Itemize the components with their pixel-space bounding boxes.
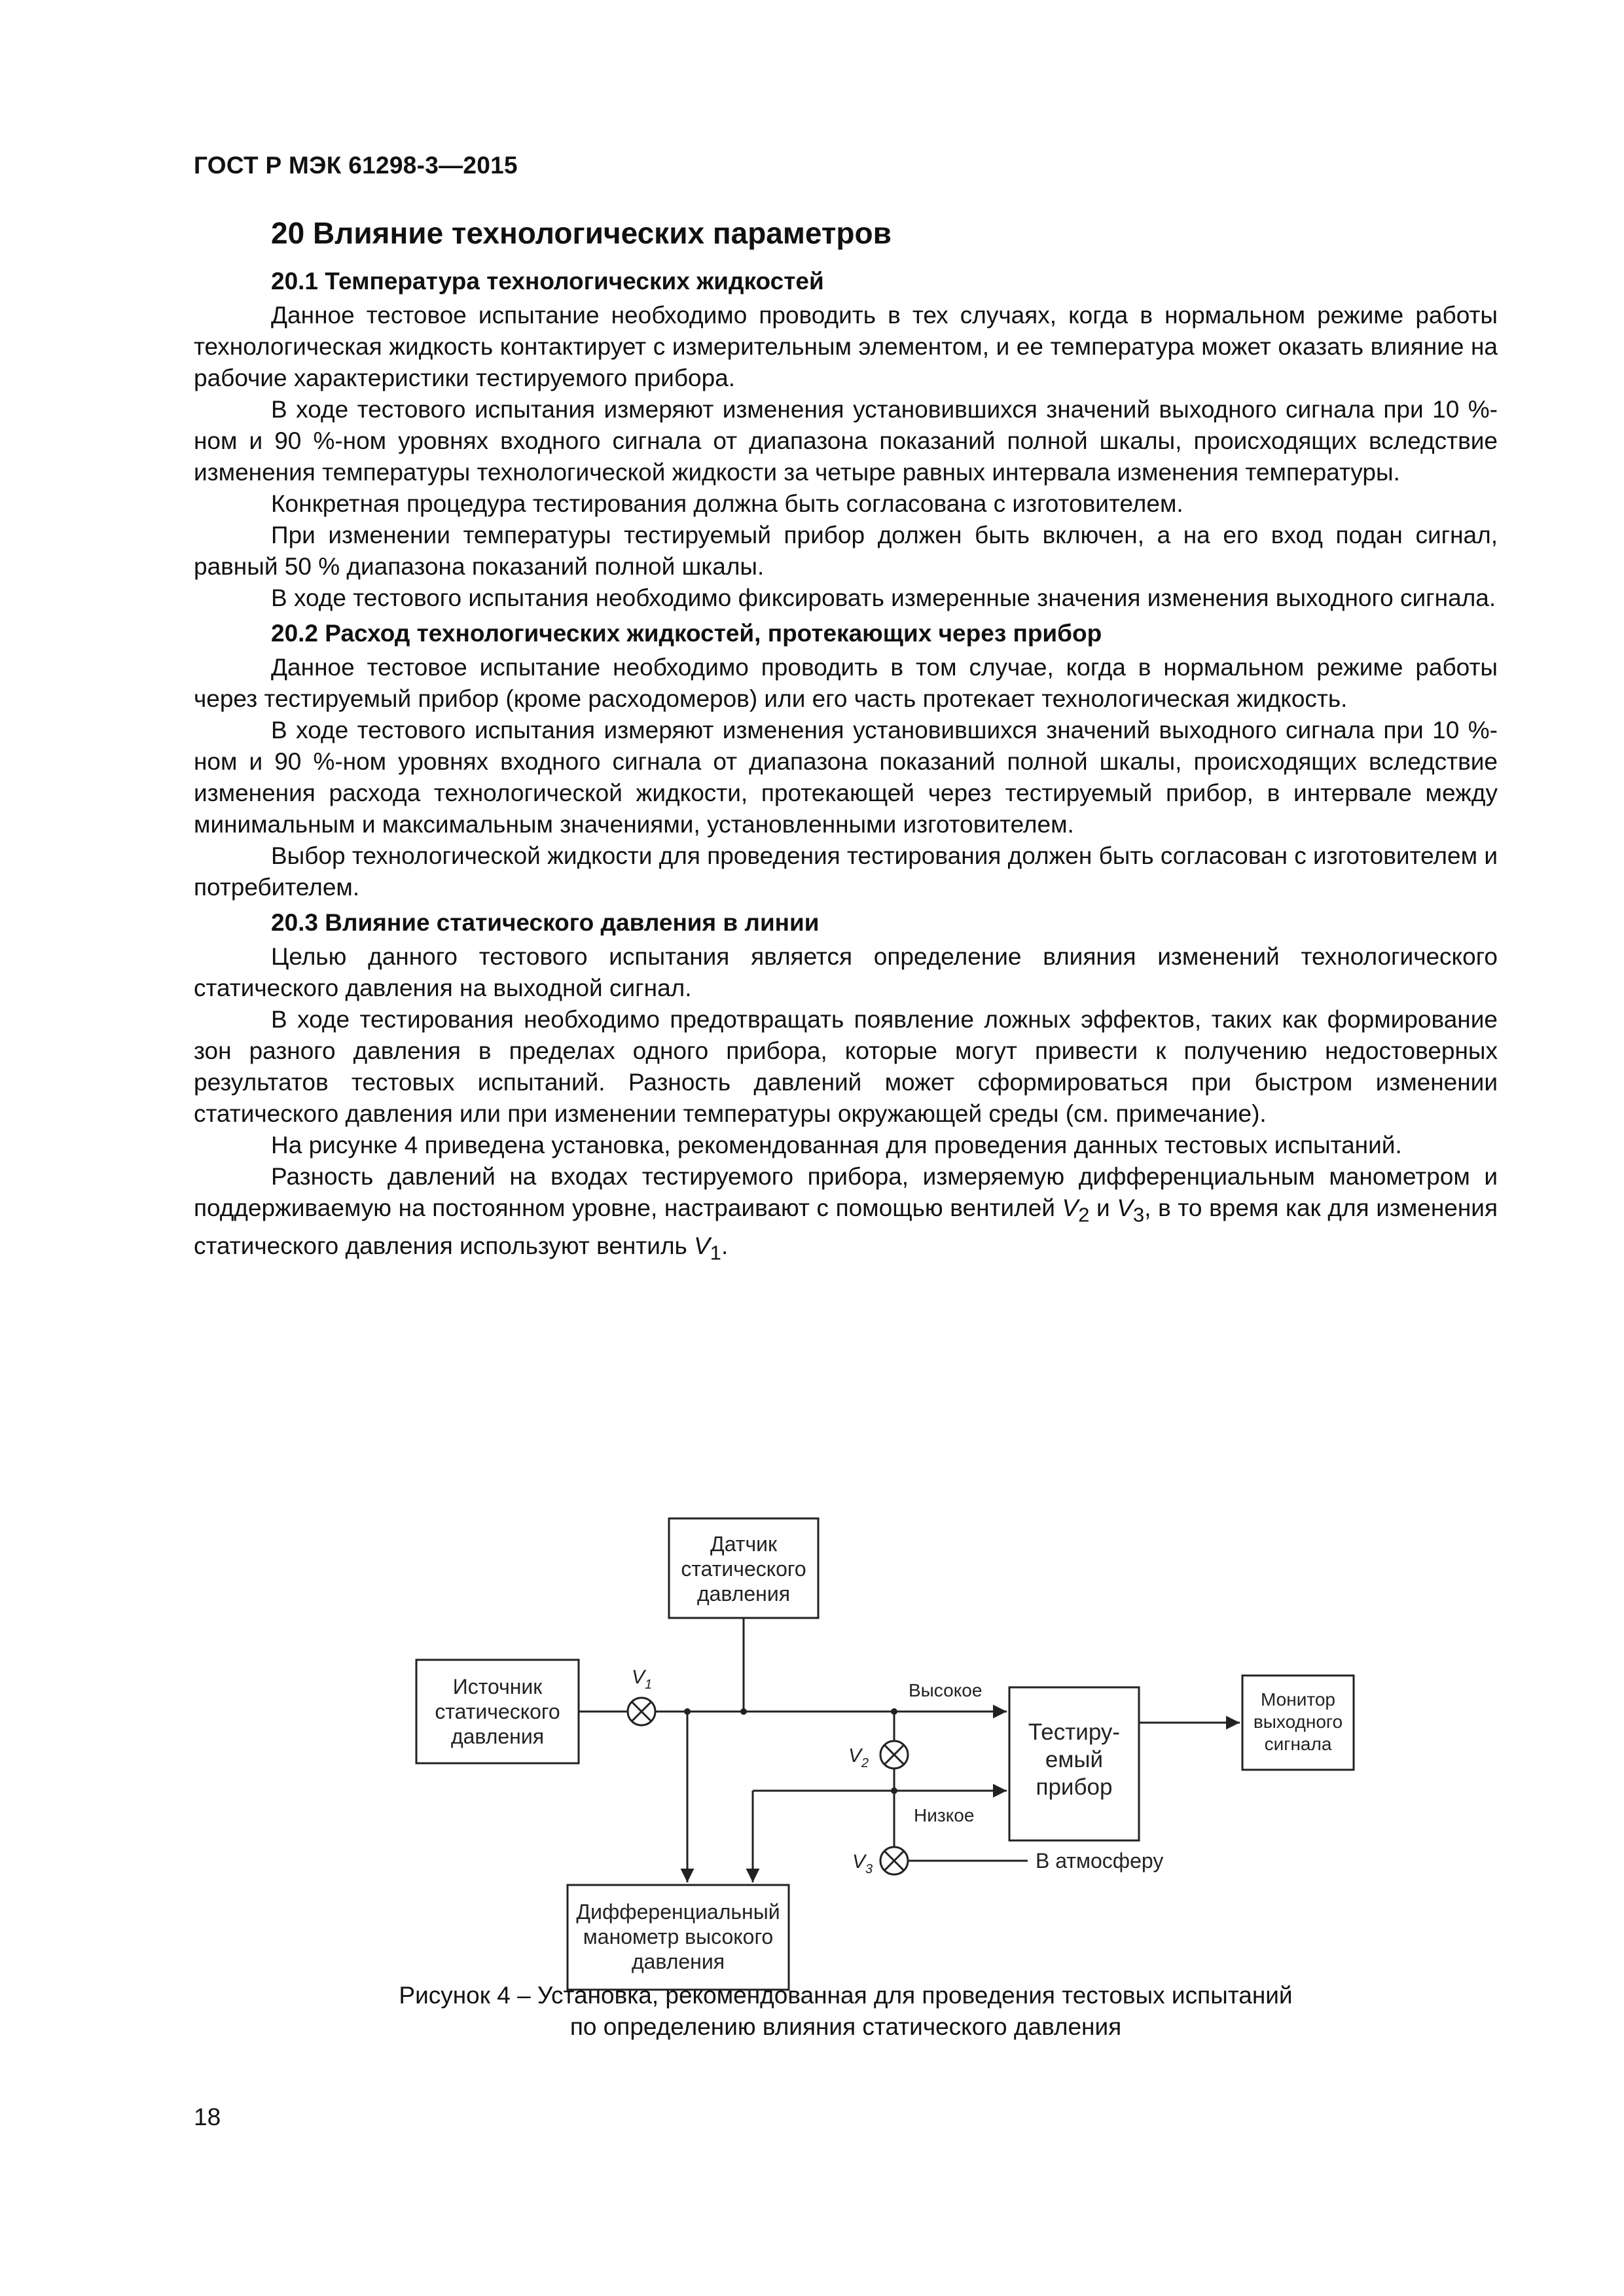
box-label: Монитор xyxy=(1261,1689,1335,1710)
valve-v2-icon xyxy=(880,1741,908,1768)
box-label: давления xyxy=(631,1950,725,1973)
valve-index: 2 xyxy=(1078,1203,1090,1227)
paragraph: Конкретная процедура тестирования должна быть согласована с изготовителем. xyxy=(271,490,1183,517)
paragraph-valves xyxy=(194,1161,1498,1269)
box-label: статического xyxy=(435,1700,560,1723)
valve-v1-label: $V_1$ xyxy=(632,1666,653,1692)
subsection-title: 20.3 Влияние статического давления в линии xyxy=(271,909,820,936)
box-label: Источник xyxy=(452,1675,543,1698)
valve-symbol: V xyxy=(1062,1194,1079,1221)
high-pressure-label: Высокое xyxy=(909,1680,983,1700)
paragraph-text: и xyxy=(1089,1194,1117,1221)
output-signal-monitor-box xyxy=(1242,1676,1354,1770)
paragraph-text: , в то время как для изменения статического давления используют вентиль xyxy=(194,1194,1498,1260)
valve-index: 3 xyxy=(1133,1203,1145,1227)
box-label: Датчик xyxy=(710,1532,777,1556)
junction-dot xyxy=(891,1787,897,1794)
box-label: Тестиру- xyxy=(1028,1719,1121,1745)
box-label: статического xyxy=(681,1557,806,1581)
junction-dot xyxy=(684,1708,691,1715)
body-text xyxy=(194,211,1498,1269)
paragraph: При изменении температуры тестируемый прибор должен быть включен, а на его вход подан сигнал, равный 50 % диапазона показаний полной шкалы. xyxy=(194,522,1498,580)
low-pressure-label: Низкое xyxy=(914,1805,975,1825)
paragraph: В ходе тестового испытания измеряют изменения установившихся значений выходного сигнала при 10 %-ном и 90 %-ном уровнях входного сигнала от диапазона показаний полной шкалы, происходящих вследствие изменения расхода технологической жидкости, протекающей через тестируемый прибор, в интервале между минимальным и максимальным значениями, установленными изготовителем. xyxy=(194,717,1498,838)
paragraph: Выбор технологической жидкости для проведения тестирования должен быть согласован с изготовителем и потребителем. xyxy=(194,842,1498,901)
valve-v3-icon xyxy=(880,1847,908,1874)
box-label: давления xyxy=(696,1582,791,1605)
page-number: 18 xyxy=(194,2104,221,2130)
paragraph: Данное тестовое испытание необходимо проводить в том случае, когда в нормальном режиме работы через тестируемый прибор (кроме расходомеров) или его часть протекает технологическая жидкость. xyxy=(194,654,1498,712)
device-under-test-box xyxy=(1009,1687,1139,1840)
valve-v3-label: $V_3$ xyxy=(852,1851,873,1876)
box-label: давления xyxy=(450,1725,545,1748)
junction-dot xyxy=(891,1708,897,1715)
valve-symbol: V xyxy=(1117,1194,1134,1221)
atmosphere-label: В атмосферу xyxy=(1036,1849,1164,1873)
static-pressure-source-box xyxy=(416,1660,579,1763)
box-label: сигнала xyxy=(1264,1734,1332,1754)
valve-index: 1 xyxy=(710,1241,721,1265)
paragraph: В ходе тестового испытания необходимо фиксировать измеренные значения изменения выходного сигнала. xyxy=(271,584,1496,611)
paragraph: На рисунке 4 приведена установка, рекомендованная для проведения данных тестовых испытаний. xyxy=(271,1132,1402,1158)
paragraph-text: . xyxy=(721,1232,729,1260)
box-label: манометр высокого xyxy=(583,1925,774,1948)
paragraph: Данное тестовое испытание необходимо проводить в тех случаях, когда в нормальном режиме работы технологическая жидкость контактирует с измерительным элементом, и ее температура может оказать влияние на рабочие характеристики тестируемого прибора. xyxy=(194,302,1498,391)
paragraph: В ходе тестового испытания измеряют изменения установившихся значений выходного сигнала при 10 %-ном и 90 %-ном уровнях входного сигнала от диапазона показаний полной шкалы, происходящих вследствие изменения температуры технологической жидкости за четыре равных интервала изменения температуры. xyxy=(194,396,1498,486)
pipe-lines xyxy=(579,1618,1240,1882)
caption-line: Рисунок 4 – Установка, рекомендованная для проведения тестовых испытаний xyxy=(399,1982,1293,2009)
box-label: прибор xyxy=(1036,1774,1113,1800)
subsection-title: 20.1 Температура технологических жидкостей xyxy=(271,268,824,295)
valve-symbol: V xyxy=(694,1232,710,1260)
box-label: емый xyxy=(1045,1747,1104,1772)
junction-dot xyxy=(740,1708,747,1715)
paragraph: Целью данного тестового испытания является определение влияния изменений технологического статического давления на выходной сигнал. xyxy=(194,943,1498,1001)
static-pressure-sensor-box xyxy=(669,1518,818,1618)
subsection-title: 20.2 Расход технологических жидкостей, протекающих через прибор xyxy=(271,620,1102,647)
differential-manometer-box xyxy=(568,1885,789,1990)
box-label: Дифференциальный xyxy=(576,1900,780,1924)
box-label: выходного xyxy=(1253,1712,1343,1732)
paragraph: В ходе тестирования необходимо предотвращать появление ложных эффектов, таких как формирование зон разного давления в пределах одного прибора, которые могут привести к получению недостоверных результатов тестовых испытаний. Разность давлений может сформироваться при быстром изменении статического давления или при изменении температуры окружающей среды (см. примечание). xyxy=(194,1006,1498,1127)
valve-v2-label: $V_2$ xyxy=(848,1745,869,1770)
figure-caption xyxy=(194,1980,1498,2043)
paragraph-text: Разность давлений на входах тестируемого прибора, измеряемую дифференциальным манометром и поддерживаемую на постоянном уровне, настраивают с помощью вентилей xyxy=(194,1163,1498,1221)
caption-line: по определению влияния статического давления xyxy=(569,2013,1122,2040)
valve-v1-icon xyxy=(628,1698,655,1725)
section-title: 20 Влияние технологических параметров xyxy=(271,216,892,250)
document-header: ГОСТ Р МЭК 61298-3—2015 xyxy=(194,152,518,179)
figure-4-diagram xyxy=(406,1505,1368,2003)
